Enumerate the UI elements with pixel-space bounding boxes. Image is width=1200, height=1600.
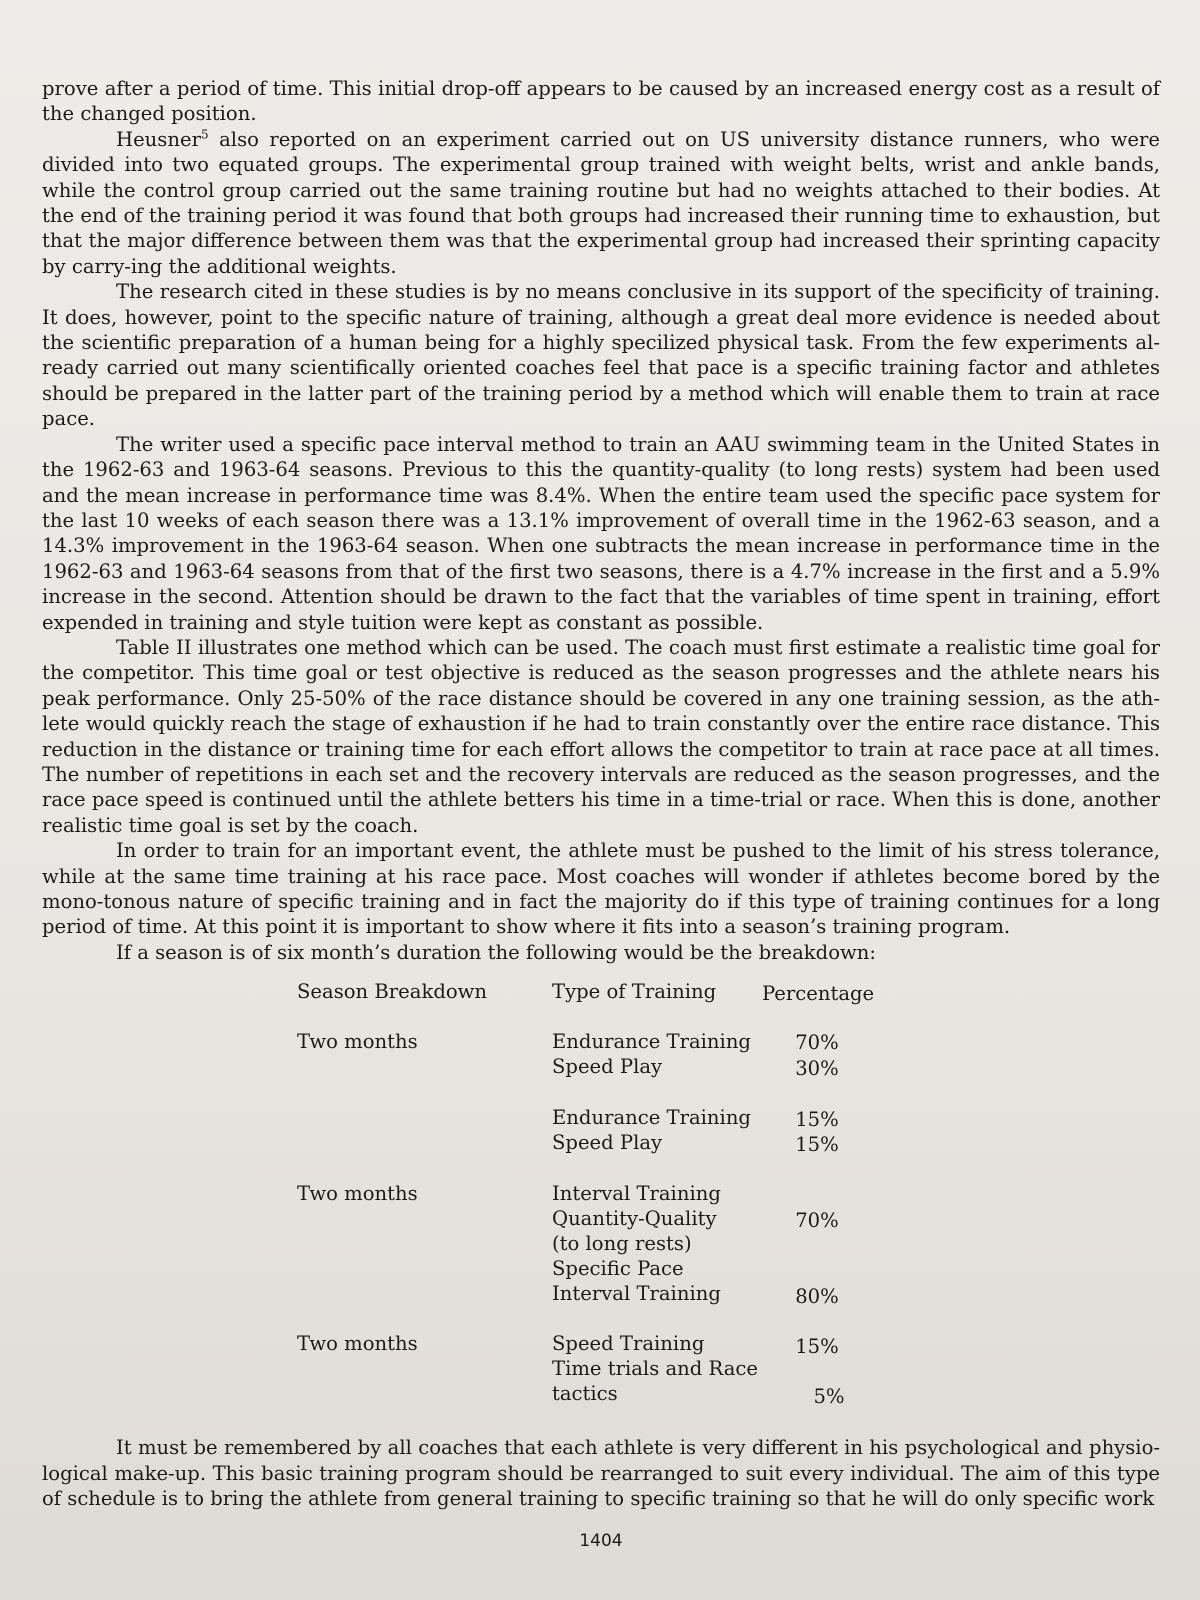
- percentage-value: 15%: [795, 1108, 839, 1132]
- training-type: Speed Training: [552, 1332, 705, 1356]
- footnote-ref: 5: [200, 127, 209, 142]
- body-text: [42, 76, 1160, 965]
- paragraph-7: If a season is of six month’s duration the following would be the breakdown:: [116, 940, 877, 964]
- author-name: Heusner: [116, 127, 201, 151]
- training-type: Speed Play: [552, 1131, 663, 1155]
- training-type: Time trials and Race: [552, 1357, 759, 1381]
- paragraph-2-text: also reported on an experiment carried out on US university distance runners, who were divided into two equated groups. The experimental group trained with weight belts, wrist and ankle bands, while the control group carried out the same training routine but had no weights attached to their bodies. At the end of the training period it was found that both groups had increased their running time to exhaustion, but that the major difference between them was that the experimental group had increased their sprinting capacity by carry-ing the additional weights.: [42, 127, 1160, 278]
- period-label: Two months: [297, 1332, 418, 1356]
- training-type: Speed Play: [552, 1055, 663, 1079]
- percentage-value: 70%: [795, 1209, 839, 1233]
- training-type: Endurance Training: [552, 1030, 751, 1054]
- training-type: Quantity-Quality: [552, 1207, 717, 1231]
- percentage-value: 30%: [795, 1057, 839, 1081]
- percentage-value: 15%: [795, 1335, 839, 1359]
- period-label: Two months: [297, 1030, 418, 1054]
- closing-paragraph: It must be remembered by all coaches that each athlete is very different in his psychological and physio-logical make-up. This basic training program should be rearranged to suit every individual. The aim of this type of schedule is to bring the athlete from general training to specific training so that he will do only specific work: [42, 1436, 1160, 1511]
- training-type: Endurance Training: [552, 1106, 751, 1130]
- paragraph-1: prove after a period of time. This initial drop-off appears to be caused by an increased energy cost as a result of the changed position.: [42, 77, 1160, 126]
- training-type: Interval Training: [552, 1282, 721, 1306]
- paragraph-4: The writer used a specific pace interval method to train an AAU swimming team in the United States in the 1962-63 and 1963-64 seasons. Previous to this the quantity-quality (to long rests) system had been used and the mean increase in performance time was 8.4%. When the entire team used the specific pace system for the last 10 weeks of each season there was a 13.1% improvement of overall time in the 1962-63 season, and a 14.3% improvement in the 1963-64 season. When one subtracts the mean increase in performance time in the 1962-63 and 1963-64 seasons from that of the first two seasons, there is a 4.7% increase in the first and a 5.9% increase in the second. Attention should be drawn to the fact that the variables of time spent in training, effort expended in training and style tuition were kept as constant as possible.: [42, 432, 1160, 634]
- header-type-of-training: Type of Training: [552, 980, 717, 1004]
- paragraph-2: [42, 127, 1160, 279]
- page-number: 1404: [579, 1531, 623, 1552]
- paragraph-6: In order to train for an important event, the athlete must be pushed to the limit of his stress tolerance, while at the same time training at his race pace. Most coaches will wonder if athletes become bored by the mono-tonous nature of specific training and in fact the majority do if this type of training continues for a long period of time. At this point it is important to show where it fits into a season’s training program.: [42, 839, 1160, 939]
- paragraph-5: Table II illustrates one method which can be used. The coach must first estimate a realistic time goal for the competitor. This time goal or test objective is reduced as the season progresses and the athlete nears his peak performance. Only 25-50% of the race distance should be covered in any one training session, as the ath-lete would quickly reach the stage of exhaustion if he had to train constantly over the entire race distance. This reduction in the distance or training time for each effort allows the competitor to train at race pace at all times. The number of repetitions in each set and the recovery intervals are reduced as the season progresses, and the race pace speed is continued until the athlete betters his time in a time-trial or race. When this is done, another realistic time goal is set by the coach.: [42, 635, 1160, 837]
- header-season-breakdown: Season Breakdown: [297, 980, 488, 1004]
- training-type: tactics: [552, 1382, 618, 1406]
- percentage-value: 70%: [795, 1031, 839, 1055]
- training-type: Interval Training: [552, 1182, 721, 1206]
- training-type: Specific Pace: [552, 1257, 684, 1281]
- header-percentage: Percentage: [762, 982, 875, 1006]
- period-label: Two months: [297, 1182, 418, 1206]
- percentage-value: 15%: [795, 1133, 839, 1157]
- percentage-value: 5%: [813, 1385, 845, 1409]
- training-type: (to long rests): [552, 1232, 692, 1256]
- percentage-value: 80%: [795, 1285, 839, 1309]
- season-breakdown-table: [42, 979, 1160, 1427]
- paragraph-3: The research cited in these studies is by no means conclusive in its support of the specificity of training. It does, however, point to the specific nature of training, although a great deal more evidence is needed about the scientific preparation of a human being for a highly specilized physical task. From the few experiments al-ready carried out many scientifically oriented coaches feel that pace is a specific training factor and athletes should be prepared in the latter part of the training period by a method which will enable them to train at race pace.: [42, 280, 1160, 431]
